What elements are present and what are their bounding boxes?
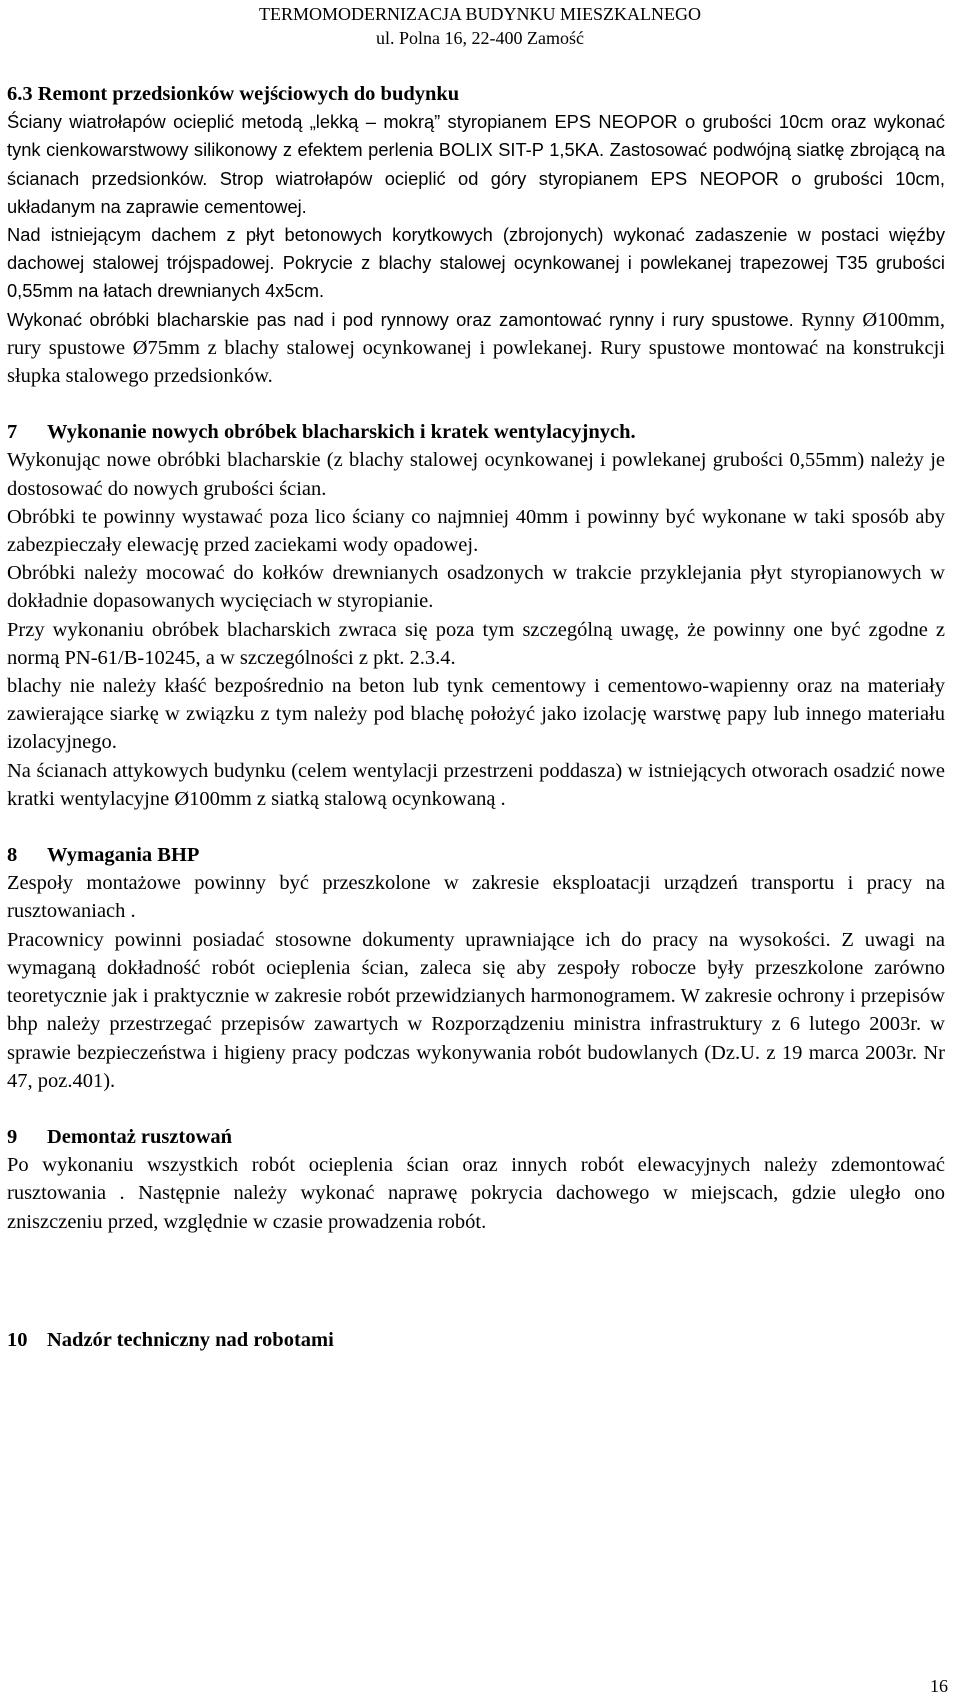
section-title: Nadzór techniczny nad robotami bbox=[47, 1328, 334, 1351]
section-6-3 bbox=[7, 80, 945, 390]
paragraph bbox=[7, 306, 945, 391]
section-title: Demontaż rusztowań bbox=[47, 1125, 233, 1148]
paragraph: Na ścianach attykowych budynku (celem wentylacji przestrzeni poddasza) w istniejących otworach osadzić nowe kratki wentylacyjne Ø100mm z siatką stalową ocynkowaną . bbox=[7, 759, 945, 810]
page-number: 16 bbox=[930, 1676, 948, 1696]
section-6-3-body bbox=[7, 108, 945, 390]
section-number: 7 bbox=[7, 421, 18, 444]
section-7 bbox=[7, 418, 945, 813]
paragraph: Po wykonaniu wszystkich robót ocieplenia ścian oraz innych robót elewacyjnych należy zdemontować rusztowania . Następnie należy wykonać naprawę pokrycia dachowego w miejscach, gdzie uległo ono zniszczeniu przed, względnie w czasie prowadzenia robót. bbox=[7, 1154, 945, 1233]
paragraph: blachy nie należy kłaść bezpośrednio na beton lub tynk cementowy i cementowo-wapienny oraz na materiały zawierające siarkę w związku z tym należy pod blachę położyć jako izolację warstwę papy lub innego materiału izolacyjnego. bbox=[7, 675, 945, 754]
section-number: 10 bbox=[7, 1328, 28, 1351]
section-8 bbox=[7, 841, 945, 1095]
section-number: 8 bbox=[7, 844, 18, 867]
section-title: 6.3 Remont przedsionków wejściowych do budynku bbox=[7, 83, 460, 105]
section-9 bbox=[7, 1123, 945, 1236]
spacer bbox=[7, 813, 945, 841]
paragraph: Zespoły montażowe powinny być przeszkolone w zakresie eksploatacji urządzeń transportu i pracy na rusztowaniach . bbox=[7, 872, 945, 923]
spacer bbox=[7, 390, 945, 418]
document-header bbox=[0, 2, 960, 50]
spacer bbox=[7, 1095, 945, 1123]
paragraph: Pracownicy powinni posiadać stosowne dokumenty uprawniające ich do pracy na wysokości. Z uwagi na wymaganą dokładność robót ocieplenia ścian, zaleca się aby zespoły robocze były przeszkolone zarówno teoretycznie jak i praktycznie w zakresie robót przewidzianych harmonogramem. W zakresie ochrony i przepisów bhp należy przestrzegać przepisów zawartych w Rozporządzeniu ministra infrastruktury z 6 lutego 2003r. w sprawie bezpieczeństwa i higieny pracy podczas wykonywania robót budowlanych (Dz.U. z 19 marca 2003r. Nr 47, poz.401). bbox=[7, 928, 945, 1092]
section-heading bbox=[7, 418, 945, 446]
section-heading bbox=[7, 1123, 945, 1151]
header-address: ul. Polna 16, 22-400 Zamość bbox=[376, 28, 584, 48]
paragraph: Nad istniejącym dachem z płyt betonowych korytkowych (zbrojonych) wykonać zadaszenie w postaci więźby dachowej stalowej trójspadowej. Pokrycie z blachy stalowej ocynkowanej i powlekanej trapezowej T35 grubości 0,55mm na łatach drewnianych 4x5cm. bbox=[7, 224, 945, 302]
paragraph: Ściany wiatrołapów ocieplić metodą „lekką – mokrą” styropianem EPS NEOPOR o grubości 10cm oraz wykonać tynk cienkowarstwowy silikonowy z efektem perlenia BOLIX SIT-P 1,5KA. Zastosować podwójną siatkę zbrojącą na ścianach przedsionków. Strop wiatrołapów ocieplić od góry styropianem EPS NEOPOR o grubości 10cm, układanym na zaprawie cementowej. bbox=[7, 111, 945, 217]
section-number: 9 bbox=[7, 1125, 18, 1148]
paragraph-part: Wykonać obróbki blacharskie pas nad i pod rynnowy oraz zamontować rynny i rury spustowe. bbox=[7, 308, 794, 330]
section-10 bbox=[7, 1326, 945, 1354]
paragraph: Obróbki te powinny wystawać poza lico ściany co najmniej 40mm i powinny być wykonane w taki sposób aby zabezpieczały elewację przed zaciekami wody opadowej. bbox=[7, 505, 945, 557]
section-heading bbox=[7, 841, 945, 869]
paragraph: Obróbki należy mocować do kołków drewnianych osadzonych w trakcie przyklejania płyt styropianowych w dokładnie dopasowanych wycięciach w styropianie. bbox=[7, 562, 945, 613]
paragraph-part: Rynny Ø100mm, rury spustowe Ø75mm z blachy stalowej ocynkowanej i powlekanej. Rury spustowe montować na konstrukcji słupka stalowego przedsionków. bbox=[7, 308, 945, 388]
section-title: Wykonanie nowych obróbek blacharskich i kratek wentylacyjnych. bbox=[47, 421, 636, 444]
paragraph: Przy wykonaniu obróbek blacharskich zwraca się poza tym szczególną uwagę, że powinny one być zgodne z normą PN-61/B-10245, a w szczególności z pkt. 2.3.4. bbox=[7, 618, 945, 669]
section-title: Wymagania BHP bbox=[47, 844, 200, 867]
spacer bbox=[7, 1236, 945, 1326]
document-body bbox=[7, 80, 945, 1354]
section-heading bbox=[7, 1326, 945, 1354]
header-title: TERMOMODERNIZACJA BUDYNKU MIESZKALNEGO bbox=[259, 4, 701, 24]
paragraph: Wykonując nowe obróbki blacharskie (z blachy stalowej ocynkowanej i powlekanej grubości 0,55mm) należy je dostosować do nowych grubości ścian. bbox=[7, 449, 945, 500]
